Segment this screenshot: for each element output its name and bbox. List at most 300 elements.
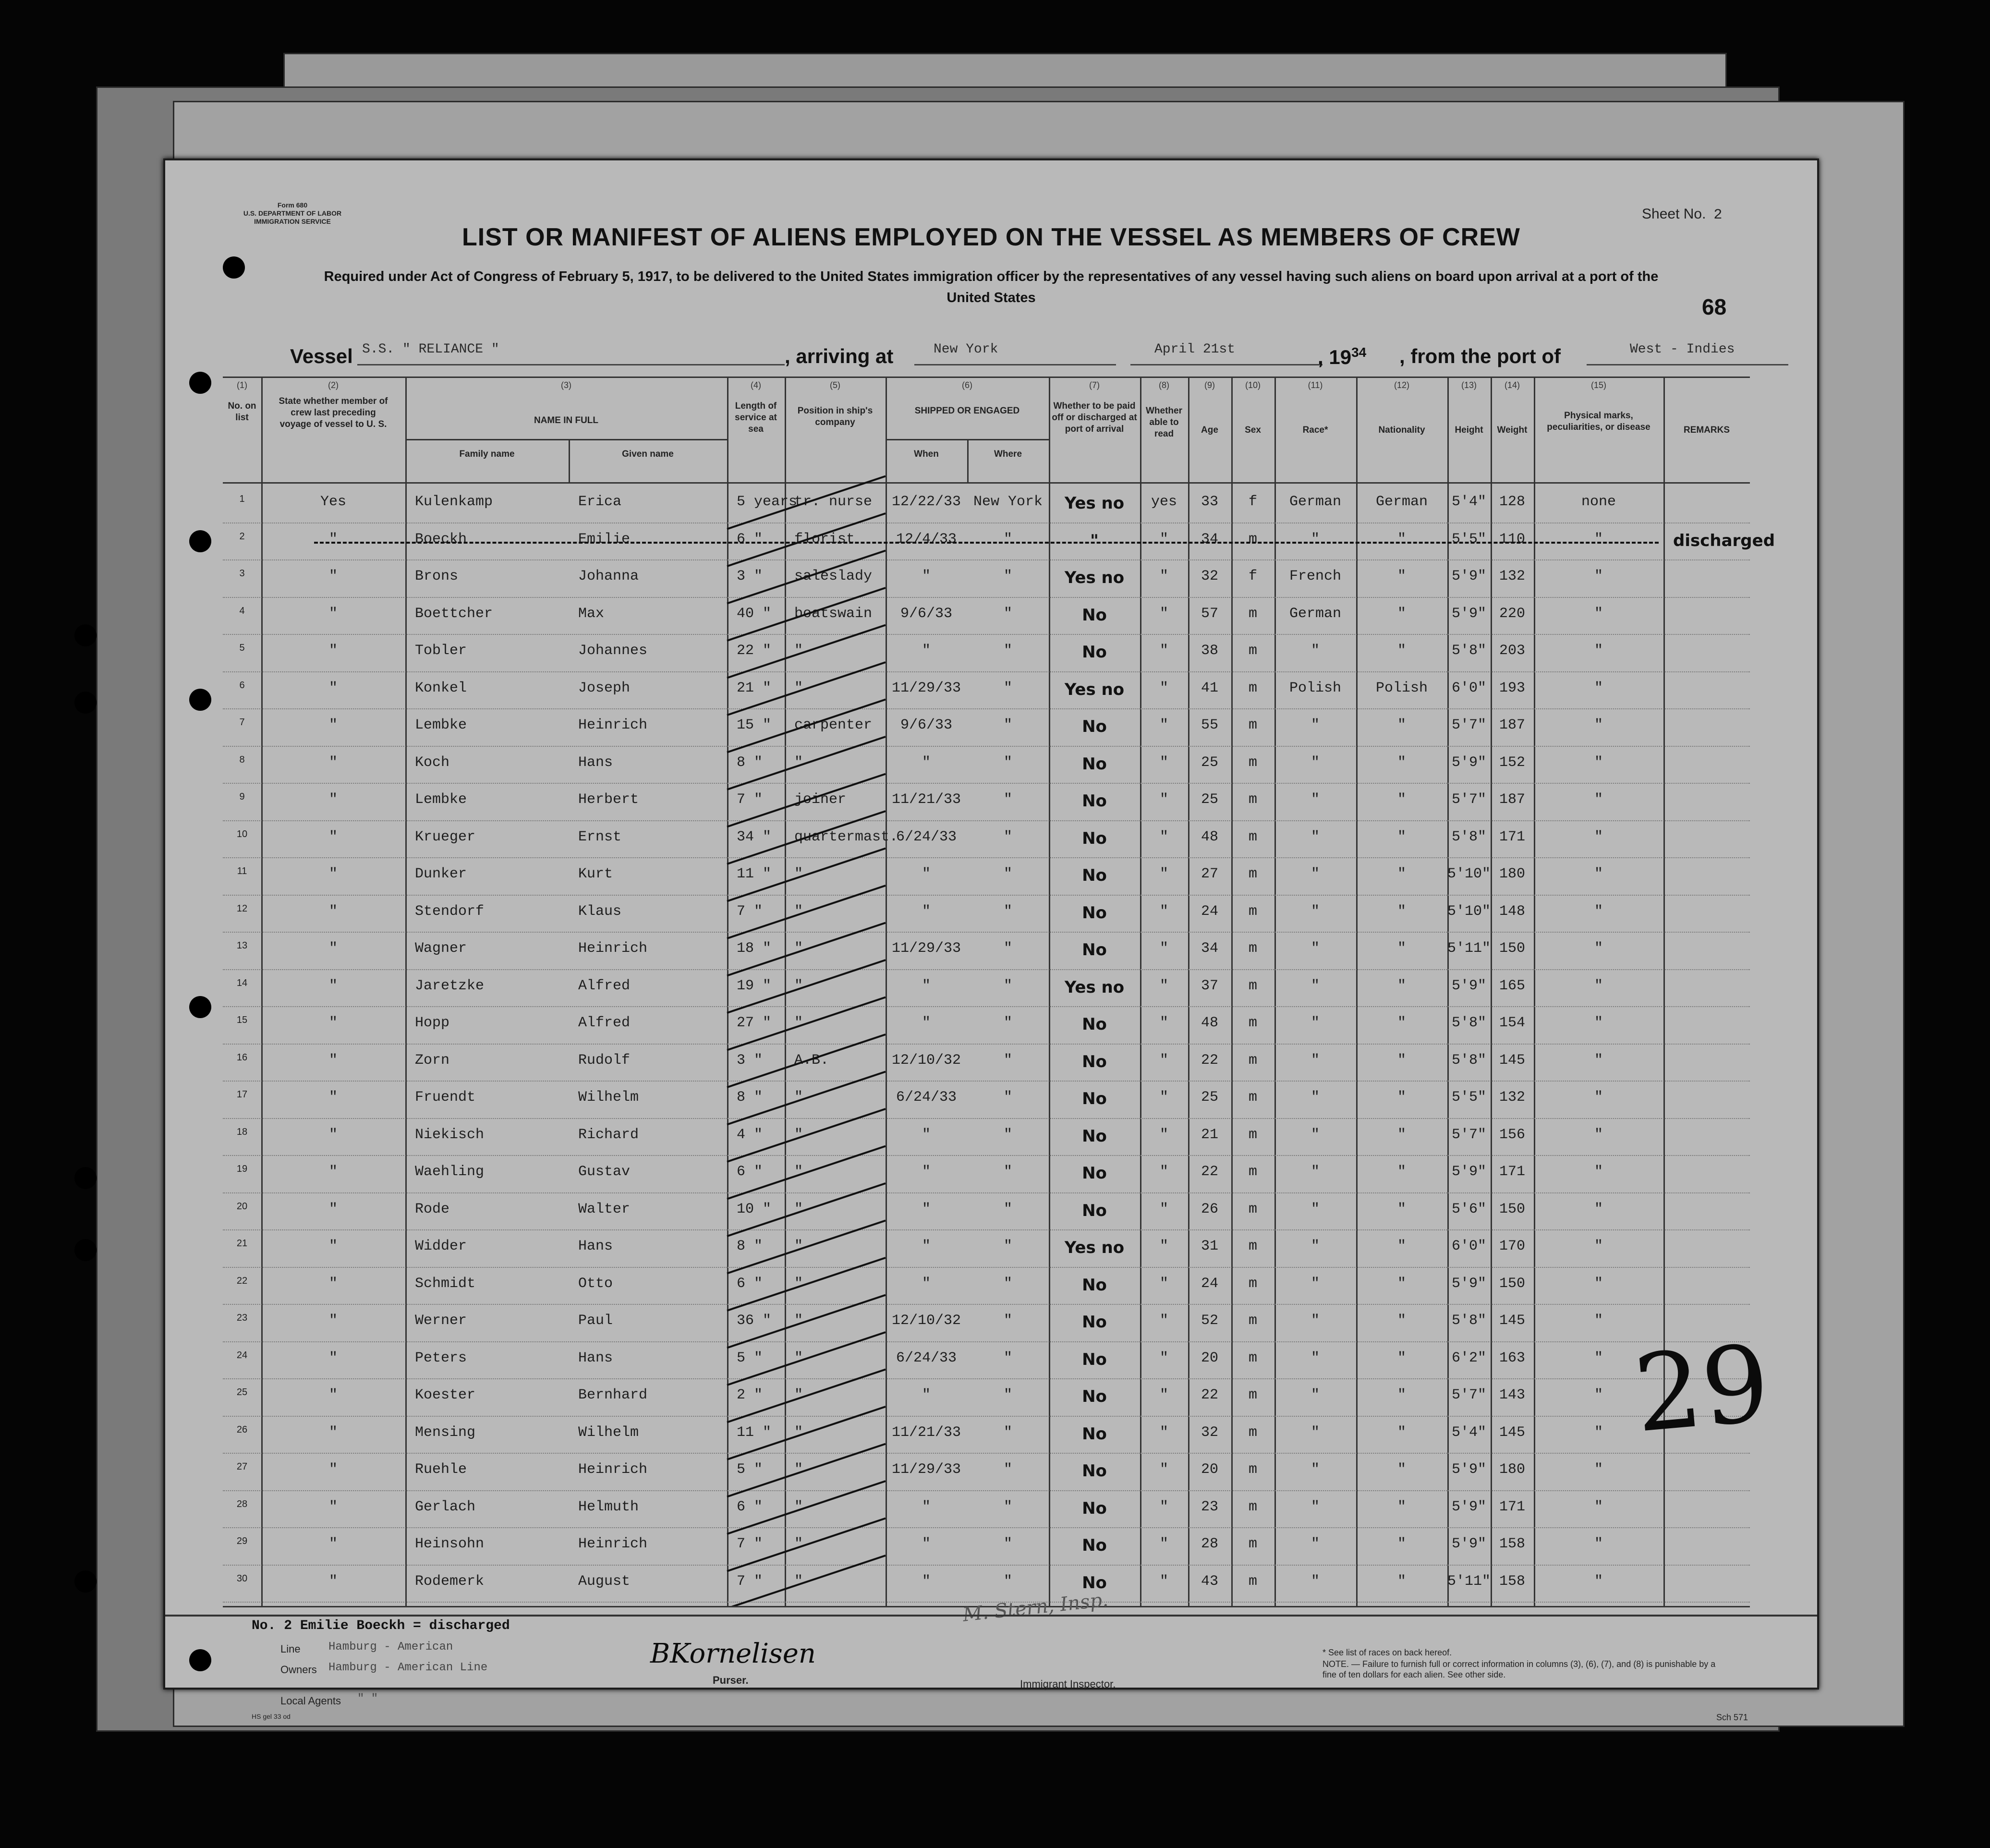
- cell-nat: ": [1397, 1313, 1406, 1329]
- cell-sex: m: [1248, 754, 1257, 771]
- cell-when: ": [922, 1536, 931, 1552]
- cell-marks: ": [1594, 754, 1603, 771]
- cell-weight: 150: [1499, 1201, 1525, 1217]
- cell-when: ": [922, 1275, 931, 1292]
- cell-nat: ": [1397, 1573, 1406, 1590]
- cell-family: Koester: [415, 1387, 476, 1403]
- cell-service: 7 ": [737, 1573, 763, 1590]
- cell-when: 12/22/33: [891, 494, 961, 510]
- cell-sex: m: [1248, 1461, 1257, 1478]
- cell-age: 34: [1201, 940, 1218, 957]
- cell-service: 27 ": [737, 1015, 772, 1031]
- cell-where: ": [1003, 568, 1012, 584]
- cell-read: ": [1159, 791, 1168, 808]
- cell-marks: ": [1594, 1275, 1603, 1292]
- arrival-date: April 21st: [1154, 342, 1236, 357]
- cell-family: Dunker: [415, 866, 467, 882]
- cell-read: ": [1159, 1089, 1168, 1106]
- cell-nat: ": [1397, 1201, 1406, 1217]
- cell-given: Rudolf: [578, 1052, 631, 1069]
- cell-family: Stendorf: [415, 903, 485, 920]
- cell-sex: m: [1248, 1126, 1257, 1143]
- cell-position: ": [794, 1498, 803, 1515]
- cell-position: ": [794, 643, 803, 659]
- cell-given: Herbert: [578, 791, 639, 808]
- cell-nat: ": [1397, 1498, 1406, 1515]
- cell-service: 7 ": [737, 903, 763, 920]
- cell-given: Paul: [578, 1313, 613, 1329]
- cell-marks: ": [1594, 903, 1603, 920]
- vessel-line: [357, 364, 785, 365]
- schedule-number: Sch 571: [1716, 1713, 1748, 1722]
- cell-weight: 128: [1499, 494, 1525, 510]
- cell-prev: ": [328, 1350, 338, 1366]
- cell-height: 5'9": [1451, 1164, 1486, 1180]
- cell-race: ": [1310, 754, 1320, 771]
- cell-service: 7 ": [737, 1536, 763, 1552]
- cell-prev: ": [328, 1387, 338, 1403]
- cell-where: ": [1003, 940, 1012, 957]
- cell-nat: ": [1397, 605, 1406, 622]
- cell-paid: No: [1082, 1164, 1107, 1183]
- cell-race: ": [1310, 828, 1320, 845]
- cell-prev: ": [328, 1424, 338, 1441]
- cell-where: ": [1003, 1350, 1012, 1366]
- cell-no: 29: [236, 1536, 248, 1546]
- cell-no: 25: [236, 1387, 248, 1398]
- cell-paid: No: [1082, 1350, 1107, 1369]
- cell-given: Hans: [578, 1350, 613, 1366]
- cell-paid: No: [1082, 605, 1107, 625]
- cell-paid: No: [1082, 1313, 1107, 1332]
- cell-marks: ": [1594, 1387, 1603, 1403]
- cell-service: 21 ": [737, 680, 772, 696]
- cell-given: August: [578, 1573, 631, 1590]
- cell-family: Koch: [415, 754, 450, 771]
- cell-marks: ": [1594, 1350, 1603, 1366]
- from-port: West - Indies: [1630, 342, 1735, 357]
- cell-sex: f: [1248, 494, 1257, 510]
- cell-age: 33: [1201, 494, 1218, 510]
- punch-hole: [189, 372, 211, 394]
- from-label: , from the port of: [1399, 345, 1561, 367]
- cell-nat: ": [1397, 903, 1406, 920]
- cell-service: 18 ": [737, 940, 772, 957]
- cell-position: ": [794, 754, 803, 771]
- col7-number: (7): [1089, 380, 1100, 390]
- cell-where: ": [1003, 1313, 1012, 1329]
- cell-where: ": [1003, 717, 1012, 733]
- cell-family: Krueger: [415, 828, 476, 845]
- cell-position: ": [794, 903, 803, 920]
- cell-service: 7 ": [737, 791, 763, 808]
- cell-given: Otto: [578, 1275, 613, 1292]
- cell-paid: No: [1082, 1461, 1107, 1481]
- cell-position: florist: [794, 531, 855, 547]
- cell-no: 3: [239, 568, 245, 579]
- cell-family: Mensing: [415, 1424, 476, 1441]
- cell-race: ": [1310, 903, 1320, 920]
- cell-position: ": [794, 1350, 803, 1366]
- punch-hole: [189, 689, 211, 711]
- cell-read: ": [1159, 1275, 1168, 1292]
- cell-nat: ": [1397, 1424, 1406, 1441]
- cell-when: ": [922, 1238, 931, 1254]
- cell-no: 6: [239, 680, 245, 691]
- cell-position: ": [794, 1424, 803, 1441]
- cell-age: 48: [1201, 828, 1218, 845]
- cell-height: 5'8": [1451, 828, 1486, 845]
- cell-family: Rodemerk: [415, 1573, 485, 1590]
- cell-read: ": [1159, 680, 1168, 696]
- cell-weight: 193: [1499, 680, 1525, 696]
- cell-paid: No: [1082, 717, 1107, 736]
- cell-where: ": [1003, 903, 1012, 920]
- punch-hole: [74, 624, 97, 646]
- cell-service: 5 ": [737, 1350, 763, 1366]
- cell-when: 6/24/33: [896, 1089, 957, 1106]
- page-number: 68: [1702, 294, 1727, 319]
- cell-race: ": [1310, 1164, 1320, 1180]
- cell-position: ": [794, 866, 803, 882]
- cell-nat: ": [1397, 828, 1406, 845]
- cell-prev: ": [328, 1201, 338, 1217]
- col10-number: (10): [1245, 380, 1261, 390]
- cell-marks: ": [1594, 568, 1603, 584]
- cell-weight: 154: [1499, 1015, 1525, 1031]
- cell-given: Klaus: [578, 903, 622, 920]
- cell-given: Johanna: [578, 568, 639, 584]
- cell-family: Fruendt: [415, 1089, 476, 1106]
- cell-nat: ": [1397, 1461, 1406, 1478]
- cell-marks: ": [1594, 940, 1603, 957]
- cell-no: 23: [236, 1313, 248, 1323]
- cell-weight: 171: [1499, 1164, 1525, 1180]
- handwritten-count: 29: [1629, 1322, 1774, 1456]
- cell-sex: m: [1248, 1350, 1257, 1366]
- cell-age: 28: [1201, 1536, 1218, 1552]
- cell-when: 9/6/33: [900, 717, 953, 733]
- cell-sex: m: [1248, 1052, 1257, 1069]
- cell-service: 2 ": [737, 1387, 763, 1403]
- cell-prev: ": [328, 1573, 338, 1590]
- cell-family: Boeckh: [415, 531, 467, 547]
- cell-race: ": [1310, 1461, 1320, 1478]
- cell-age: 22: [1201, 1387, 1218, 1403]
- remarks-header: REMARKS: [1683, 425, 1730, 435]
- col8-header: Whether able to read: [1146, 406, 1182, 439]
- cell-sex: m: [1248, 1015, 1257, 1031]
- page-subtitle: Required under Act of Congress of February 5, 1917, to be delivered to the United States immigration officer by the representatives of any vessel having such aliens on board upon arrival at a port of the United States: [324, 269, 1659, 305]
- cell-service: 11 ": [737, 1424, 772, 1441]
- cell-given: Joseph: [578, 680, 631, 696]
- cell-sex: m: [1248, 1536, 1257, 1552]
- col4-number: (4): [751, 380, 761, 390]
- from-line: [1587, 364, 1788, 365]
- cell-family: Hopp: [415, 1015, 450, 1031]
- cell-read: ": [1159, 1387, 1168, 1403]
- cell-prev: ": [328, 643, 338, 659]
- cell-height: 5'9": [1451, 1498, 1486, 1515]
- cell-position: quartermast.: [794, 828, 898, 845]
- cell-service: 8 ": [737, 1089, 763, 1106]
- races-note: * See list of races on back hereof.: [1323, 1648, 1452, 1657]
- col3-header: NAME IN FULL: [534, 415, 599, 426]
- cell-race: ": [1310, 1424, 1320, 1441]
- cell-marks: ": [1594, 717, 1603, 733]
- cell-read: ": [1159, 568, 1168, 584]
- cell-height: 6'2": [1451, 1350, 1486, 1366]
- cell-no: 7: [239, 717, 245, 728]
- col14-header: Weight: [1497, 425, 1528, 435]
- cell-age: 55: [1201, 717, 1218, 733]
- cell-age: 22: [1201, 1052, 1218, 1069]
- cell-position: ": [794, 1573, 803, 1590]
- cell-when: ": [922, 1387, 931, 1403]
- cell-given: Johannes: [578, 643, 648, 659]
- cell-race: ": [1310, 1387, 1320, 1403]
- col3-family-header: Family name: [459, 449, 515, 459]
- cell-no: 17: [236, 1089, 248, 1100]
- cell-weight: 180: [1499, 1461, 1525, 1478]
- cell-height: 5'8": [1451, 1015, 1486, 1031]
- cell-prev: ": [328, 1015, 338, 1031]
- manifest-footer: [165, 1615, 1817, 1690]
- cell-race: ": [1310, 1313, 1320, 1329]
- page-title: LIST OR MANIFEST OF ALIENS EMPLOYED ON THE VESSEL AS MEMBERS OF CREW: [462, 223, 1520, 251]
- form-id: Form 680 U.S. DEPARTMENT OF LABOR IMMIGRATION SERVICE: [243, 201, 342, 225]
- cell-position: ": [794, 940, 803, 957]
- fine-note: NOTE. — Failure to furnish full or correct information in columns (3), (6), (7), and (8) is punishable by a fine of ten dollars for each alien. See other side.: [1323, 1659, 1716, 1679]
- col9-number: (9): [1204, 380, 1215, 390]
- cell-paid: No: [1082, 828, 1107, 848]
- punch-hole: [189, 530, 211, 552]
- cell-age: 24: [1201, 903, 1218, 920]
- inspector-label: Immigrant Inspector.: [1020, 1678, 1116, 1690]
- cell-sex: f: [1248, 568, 1257, 584]
- cell-race: ": [1310, 1350, 1320, 1366]
- cell-marks: ": [1594, 1573, 1603, 1590]
- cell-weight: 145: [1499, 1424, 1525, 1441]
- cell-age: 25: [1201, 754, 1218, 771]
- cell-read: ": [1159, 643, 1168, 659]
- cell-weight: 203: [1499, 643, 1525, 659]
- cell-weight: 180: [1499, 866, 1525, 882]
- cell-position: ": [794, 1536, 803, 1552]
- cell-no: 21: [236, 1238, 248, 1249]
- cell-paid: No: [1082, 1015, 1107, 1034]
- cell-service: 6 ": [737, 1275, 763, 1292]
- col9-header: Age: [1201, 425, 1218, 435]
- punch-hole: [74, 692, 97, 714]
- cell-where: ": [1003, 643, 1012, 659]
- cell-when: 12/10/32: [891, 1313, 961, 1329]
- cell-family: Jaretzke: [415, 977, 485, 994]
- cell-sex: m: [1248, 643, 1257, 659]
- cell-read: ": [1159, 531, 1168, 547]
- cell-when: ": [922, 568, 931, 584]
- cell-where: ": [1003, 1238, 1012, 1254]
- cell-weight: 150: [1499, 940, 1525, 957]
- cell-service: 22 ": [737, 643, 772, 659]
- cell-sex: m: [1248, 531, 1257, 547]
- cell-marks: ": [1594, 791, 1603, 808]
- cell-position: tr. nurse: [794, 494, 873, 510]
- cell-prev: ": [328, 1275, 338, 1292]
- cell-marks: ": [1594, 977, 1603, 994]
- cell-paid: No: [1082, 1387, 1107, 1406]
- cell-marks: ": [1594, 605, 1603, 622]
- cell-family: Werner: [415, 1313, 467, 1329]
- cell-when: ": [922, 866, 931, 882]
- cell-race: ": [1310, 1238, 1320, 1254]
- cell-marks: ": [1594, 1052, 1603, 1069]
- cell-marks: ": [1594, 1498, 1603, 1515]
- cell-no: 9: [239, 791, 245, 802]
- cell-paid: No: [1082, 1089, 1107, 1108]
- cell-service: 4 ": [737, 1126, 763, 1143]
- cell-marks: ": [1594, 1164, 1603, 1180]
- cell-height: 5'8": [1451, 1313, 1486, 1329]
- cell-given: Wilhelm: [578, 1089, 639, 1106]
- cell-paid: No: [1082, 1052, 1107, 1071]
- cell-service: 5 years: [737, 494, 798, 510]
- cell-weight: 152: [1499, 754, 1525, 771]
- cell-no: 18: [236, 1126, 248, 1137]
- cell-prev: ": [328, 568, 338, 584]
- cell-weight: 110: [1499, 531, 1525, 547]
- cell-position: ": [794, 680, 803, 696]
- cell-height: 5'7": [1451, 791, 1486, 808]
- cell-marks: ": [1594, 1461, 1603, 1478]
- col12-header: Nationality: [1378, 425, 1425, 435]
- cell-nat: Polish: [1375, 680, 1428, 696]
- crew-table: [223, 377, 1775, 1606]
- cell-when: 11/29/33: [891, 680, 961, 696]
- cell-where: ": [1003, 1536, 1012, 1552]
- cell-prev: ": [328, 940, 338, 957]
- cell-family: Konkel: [415, 680, 467, 696]
- cell-age: 26: [1201, 1201, 1218, 1217]
- cell-position: ": [794, 1461, 803, 1478]
- cell-service: 11 ": [737, 866, 772, 882]
- cell-sex: m: [1248, 940, 1257, 957]
- cell-nat: ": [1397, 791, 1406, 808]
- cell-where: ": [1003, 866, 1012, 882]
- cell-given: Heinrich: [578, 717, 648, 733]
- cell-sex: m: [1248, 828, 1257, 845]
- cell-race: Polish: [1289, 680, 1342, 696]
- cell-weight: 171: [1499, 1498, 1525, 1515]
- cell-prev: ": [328, 754, 338, 771]
- cell-race: ": [1310, 1573, 1320, 1590]
- cell-nat: ": [1397, 1536, 1406, 1552]
- cell-paid: No: [1082, 1536, 1107, 1555]
- cell-prev: ": [328, 791, 338, 808]
- cell-weight: 165: [1499, 977, 1525, 994]
- cell-height: 5'9": [1451, 977, 1486, 994]
- cell-nat: ": [1397, 754, 1406, 771]
- cell-age: 25: [1201, 1089, 1218, 1106]
- cell-paid: Yes no: [1064, 977, 1125, 997]
- cell-race: ": [1310, 717, 1320, 733]
- cell-height: 5'7": [1451, 1126, 1486, 1143]
- cell-marks: ": [1594, 531, 1603, 547]
- line-value: Hamburg - American: [328, 1641, 453, 1653]
- cell-sex: m: [1248, 1164, 1257, 1180]
- col5-number: (5): [830, 380, 840, 390]
- cell-marks: ": [1594, 828, 1603, 845]
- cell-prev: ": [328, 1089, 338, 1106]
- cell-where: ": [1003, 828, 1012, 845]
- sheet-number: Sheet No. 2: [1642, 206, 1723, 223]
- cell-given: Max: [578, 605, 605, 622]
- cell-no: 14: [236, 977, 248, 988]
- cell-age: 20: [1201, 1350, 1218, 1366]
- cell-when: ": [922, 977, 931, 994]
- cell-position: ": [794, 1201, 803, 1217]
- cell-prev: ": [328, 717, 338, 733]
- cell-nat: ": [1397, 1350, 1406, 1366]
- cell-given: Ernst: [578, 828, 622, 845]
- cell-family: Gerlach: [415, 1498, 476, 1515]
- cell-family: Tobler: [415, 643, 467, 659]
- cell-read: ": [1159, 1164, 1168, 1180]
- cell-paid: Yes no: [1064, 1238, 1125, 1257]
- col1-header: No. on list: [228, 401, 256, 423]
- cell-read: ": [1159, 1238, 1168, 1254]
- cell-prev: ": [328, 680, 338, 696]
- cell-family: Lembke: [415, 717, 467, 733]
- cell-sex: m: [1248, 1313, 1257, 1329]
- cell-race: French: [1289, 568, 1342, 584]
- cell-race: ": [1310, 1275, 1320, 1292]
- cell-sex: m: [1248, 1201, 1257, 1217]
- cell-read: ": [1159, 1201, 1168, 1217]
- cell-when: 12/10/32: [891, 1052, 961, 1069]
- cell-age: 24: [1201, 1275, 1218, 1292]
- cell-read: ": [1159, 828, 1168, 845]
- cell-service: 34 ": [737, 828, 772, 845]
- cell-when: ": [922, 1201, 931, 1217]
- cell-service: 6 ": [737, 1498, 763, 1515]
- cell-family: Schmidt: [415, 1275, 476, 1292]
- punch-hole: [189, 996, 211, 1018]
- cell-race: ": [1310, 531, 1320, 547]
- cell-height: 5'5": [1451, 531, 1486, 547]
- cell-position: A.B.: [794, 1052, 829, 1069]
- cell-race: German: [1289, 494, 1342, 510]
- cell-read: ": [1159, 1536, 1168, 1552]
- cell-given: Helmuth: [578, 1498, 639, 1515]
- cell-where: ": [1003, 680, 1012, 696]
- arriving-label: , arriving at: [785, 345, 894, 367]
- cell-sex: m: [1248, 866, 1257, 882]
- cell-age: 37: [1201, 977, 1218, 994]
- cell-age: 57: [1201, 605, 1218, 622]
- col11-number: (11): [1308, 380, 1323, 390]
- cell-marks: ": [1594, 1089, 1603, 1106]
- cell-paid: No: [1082, 1424, 1107, 1444]
- date-line: [1130, 364, 1323, 365]
- cell-family: Widder: [415, 1238, 467, 1254]
- cell-where: ": [1003, 1089, 1012, 1106]
- cell-height: 5'9": [1451, 1275, 1486, 1292]
- cell-prev: ": [328, 1536, 338, 1552]
- cell-weight: 158: [1499, 1536, 1525, 1552]
- cell-height: 5'8": [1451, 1052, 1486, 1069]
- cell-position: ": [794, 1015, 803, 1031]
